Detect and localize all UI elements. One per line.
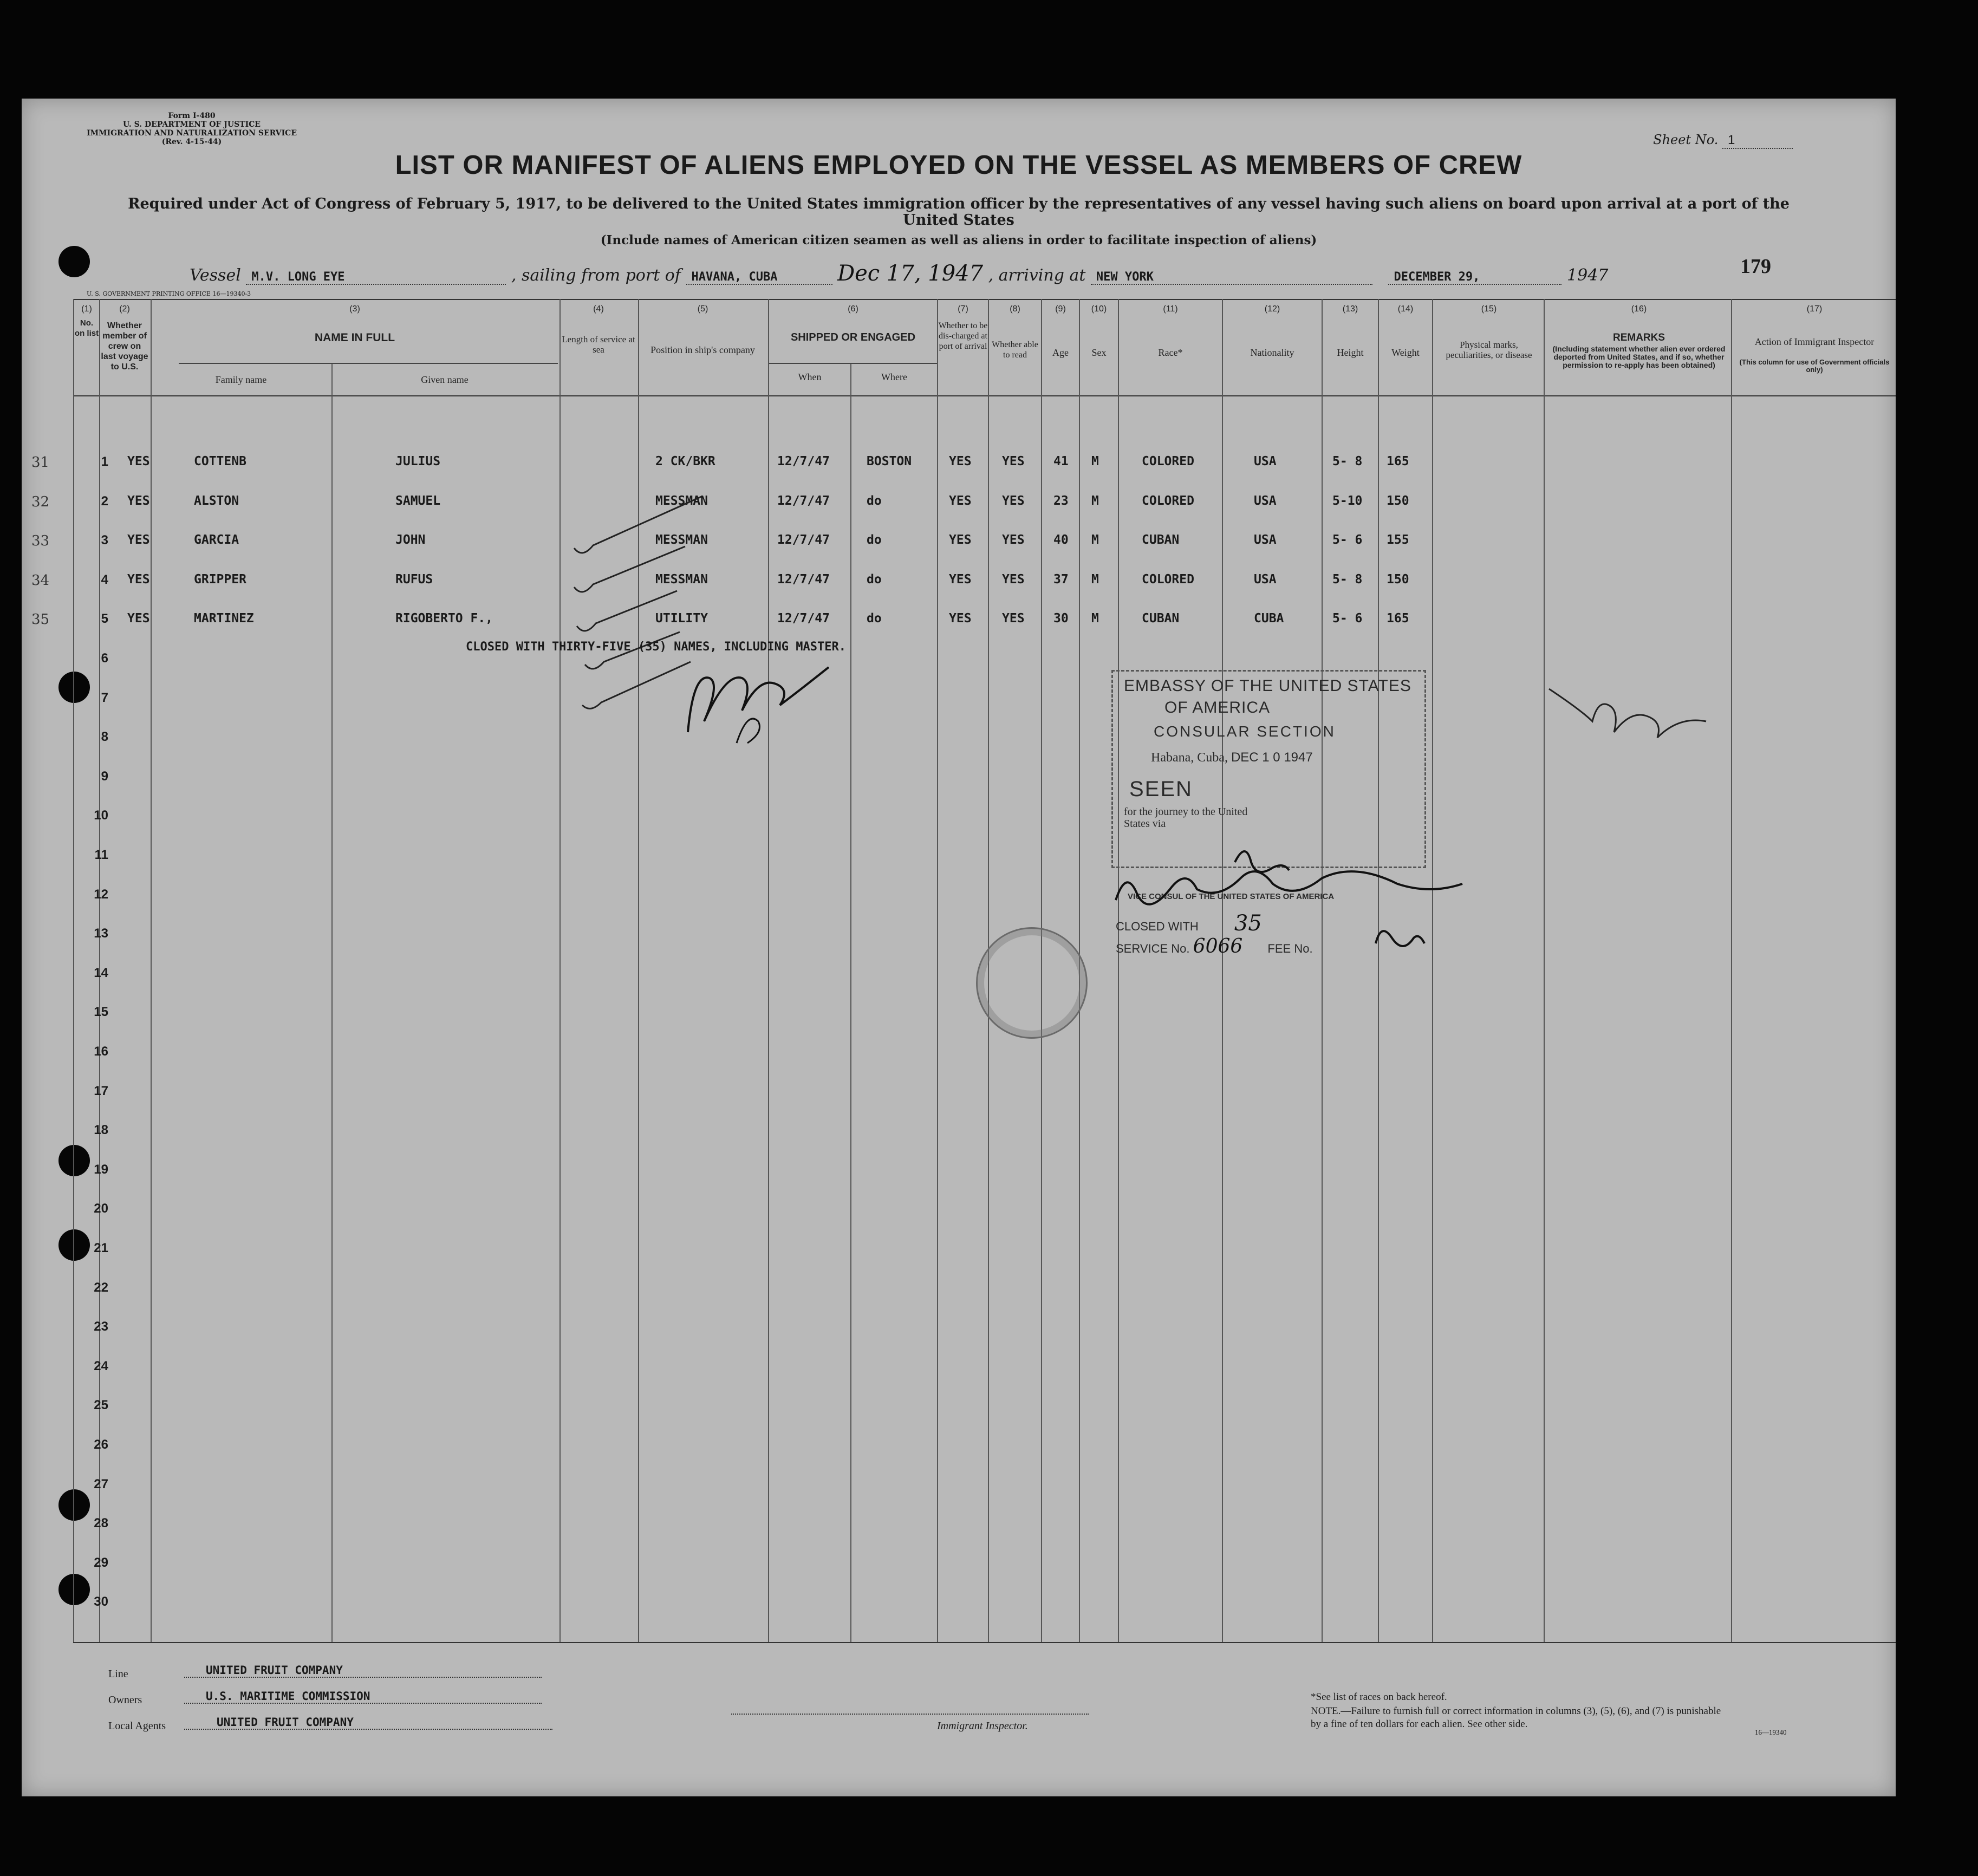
table-bottom-rule (73, 1642, 1896, 1643)
cell-sex: M (1091, 572, 1099, 587)
arrival-port: NEW YORK (1091, 270, 1372, 285)
line-number: 13 (94, 926, 108, 941)
cell-given-name: JULIUS (395, 454, 441, 468)
col-15-number: (15) (1481, 304, 1497, 314)
col-11-number: (11) (1163, 304, 1178, 314)
service-value: 6066 (1193, 935, 1243, 957)
races-note: *See list of races on back hereof. (1311, 1691, 1447, 1703)
embassy-line3: CONSULAR SECTION (1154, 723, 1336, 740)
cell-shipped-where: do (867, 611, 882, 626)
cell-shipped-where: do (867, 572, 882, 587)
cell-row-no: 4 (101, 572, 108, 587)
col-where: Where (881, 372, 907, 382)
cell-age: 30 (1053, 611, 1069, 626)
inspector-signature-line (731, 1714, 1089, 1715)
line-value: UNITED FRUIT COMPANY (184, 1664, 542, 1678)
cell-family-name: COTTENB (194, 454, 246, 468)
col-family-name: Family name (215, 374, 267, 385)
col-position: Position in ship's company (650, 344, 755, 355)
embassy-journey: for the journey to the United States via (1124, 806, 1248, 830)
penalty-note: NOTE.—Failure to furnish full or correct information in columns (3), (5), (6), and (7) is punishable by a fine of ten dollars for each alien. See other side. (1311, 1705, 1721, 1730)
arrival-date: DECEMBER 29, (1388, 270, 1561, 285)
cell-race: COLORED (1142, 454, 1194, 468)
cell-nationality: USA (1254, 533, 1277, 548)
cell-to-be-discharged: YES (949, 454, 972, 468)
service-label: SERVICE No. (1116, 942, 1190, 955)
cell-weight: 150 (1387, 493, 1409, 508)
cell-age: 41 (1053, 454, 1069, 468)
line-number: 20 (94, 1201, 108, 1216)
col-10-number: (10) (1091, 304, 1107, 314)
cell-able-to-read: YES (1002, 454, 1025, 468)
cell-shipped-when: 12/7/47 (777, 611, 830, 626)
department-name: U. S. DEPARTMENT OF JUSTICE (122, 120, 261, 129)
cell-race: COLORED (1142, 493, 1194, 508)
column-rule (331, 363, 333, 1642)
manifest-page (22, 99, 1896, 1796)
line-number: 29 (94, 1555, 108, 1570)
cell-weight: 155 (1387, 533, 1409, 548)
line-number: 26 (94, 1437, 108, 1452)
cell-to-be-discharged: YES (949, 533, 972, 548)
page-subtitle-note: (Include names of American citizen seamen as well as aliens in order to facilitate inspection of aliens) (600, 233, 1317, 247)
consulate-seal-emblem (976, 927, 1088, 1039)
vessel-label: Vessel (190, 266, 241, 285)
col-given-name: Given name (421, 374, 469, 385)
line-number: 21 (94, 1241, 108, 1255)
col-5-number: (5) (697, 304, 708, 314)
cell-age: 37 (1053, 572, 1069, 587)
line-number: 12 (94, 887, 108, 902)
line-number: 9 (101, 768, 108, 784)
cell-shipped-when: 12/7/47 (777, 572, 830, 587)
cell-able-to-read: YES (1002, 572, 1025, 587)
cell-row-no: 2 (101, 493, 108, 509)
cell-last-voyage: YES (127, 454, 150, 468)
col-when: When (798, 372, 822, 382)
cell-weight: 165 (1387, 611, 1409, 626)
embassy-date: DEC 1 0 1947 (1231, 750, 1313, 765)
cell-sex: M (1091, 611, 1099, 626)
column-rule (937, 299, 938, 1642)
margin-line-number: 33 (31, 533, 50, 550)
line-number: 14 (94, 965, 108, 980)
closed-with-value: 35 (1234, 911, 1262, 936)
cell-nationality: USA (1254, 493, 1277, 508)
cell-position: 2 CK/BKR (655, 454, 715, 468)
embassy-place: Habana, Cuba, (1151, 751, 1228, 765)
footer-code: 16—19340 (1755, 1728, 1787, 1736)
cell-race: CUBAN (1142, 611, 1180, 626)
cell-last-voyage: YES (127, 611, 150, 626)
page-title: LIST OR MANIFEST OF ALIENS EMPLOYED ON THE VESSEL AS MEMBERS OF CREW (395, 151, 1522, 180)
sheet-label: Sheet No. (1653, 132, 1719, 147)
cell-position: MESSMAN (655, 533, 708, 548)
cell-weight: 150 (1387, 572, 1409, 587)
voyage-line (190, 261, 1608, 286)
service-name: IMMIGRATION AND NATURALIZATION SERVICE (87, 129, 297, 138)
col-height: Height (1337, 347, 1364, 358)
col-17-number: (17) (1806, 304, 1823, 314)
stamp-number: 179 (1740, 255, 1771, 278)
master-signature (672, 651, 856, 759)
col-6-number: (6) (848, 304, 858, 314)
line-number: 18 (94, 1123, 108, 1138)
cell-height: 5-10 (1332, 493, 1363, 508)
line-number: 22 (94, 1280, 108, 1295)
line-number: 23 (94, 1319, 108, 1334)
col-3-number: (3) (349, 304, 360, 314)
owners-value: U.S. MARITIME COMMISSION (184, 1690, 542, 1704)
line-number: 24 (94, 1358, 108, 1373)
cell-row-no: 3 (101, 533, 108, 548)
fee-label: FEE No. (1267, 942, 1313, 955)
line-number: 30 (94, 1594, 108, 1610)
col-4-number: (4) (593, 304, 604, 314)
column-rule (850, 363, 851, 1642)
owners-label: Owners (108, 1694, 142, 1706)
cell-to-be-discharged: YES (949, 572, 972, 587)
cell-height: 5- 6 (1332, 533, 1363, 548)
col-9-number: (9) (1055, 304, 1066, 314)
col-12-number: (12) (1264, 304, 1280, 314)
sailing-port: HAVANA, CUBA (686, 270, 832, 285)
cell-shipped-where: do (867, 493, 882, 508)
gpo-imprint: U. S. GOVERNMENT PRINTING OFFICE 16—19340-3 (87, 290, 251, 297)
cell-family-name: GRIPPER (194, 572, 246, 587)
col-1-number: (1) (81, 304, 92, 314)
closing-note: CLOSED WITH THIRTY-FIVE (35) NAMES, INCLUDING MASTER. (466, 640, 846, 654)
cell-able-to-read: YES (1002, 533, 1025, 548)
local-agents-value: UNITED FRUIT COMPANY (184, 1716, 552, 1730)
cell-position: UTILITY (655, 611, 708, 626)
col-2-number: (2) (119, 304, 130, 314)
consul-signature (1105, 841, 1506, 970)
cell-nationality: USA (1254, 454, 1277, 468)
cell-able-to-read: YES (1002, 611, 1025, 626)
line-number: 7 (101, 690, 108, 705)
cell-last-voyage: YES (127, 533, 150, 548)
col-discharged: Whether to be dis-charged at port of arrival (938, 321, 988, 351)
cell-given-name: RIGOBERTO F., (395, 611, 493, 626)
line-number: 27 (94, 1476, 108, 1491)
line-number: 11 (94, 848, 108, 862)
remarks-signature (1544, 678, 1733, 748)
col-8-number: (8) (1010, 304, 1020, 314)
vice-consul-caption: VICE CONSUL OF THE UNITED STATES OF AMERICA (1128, 892, 1335, 901)
col-name-in-full: NAME IN FULL (314, 331, 395, 344)
col-no-on-list: No. on list (74, 318, 99, 338)
column-rule (1322, 299, 1323, 1642)
cell-family-name: ALSTON (194, 493, 239, 508)
cell-position: MESSMAN (655, 493, 708, 508)
vessel-name: M.V. LONG EYE (246, 270, 506, 285)
embassy-stamp (1111, 670, 1426, 868)
column-rule (1731, 299, 1732, 1642)
embassy-line1: EMBASSY OF THE UNITED STATES (1124, 677, 1411, 695)
cell-to-be-discharged: YES (949, 493, 972, 508)
arriving-label: , arriving at (988, 266, 1086, 285)
line-number: 8 (101, 729, 108, 745)
col-nationality: Nationality (1250, 347, 1294, 358)
cell-position: MESSMAN (655, 572, 708, 587)
closed-with-label: CLOSED WITH (1116, 920, 1199, 933)
column-rule (1118, 299, 1119, 1642)
cell-family-name: GARCIA (194, 533, 239, 548)
form-identifier (87, 112, 297, 146)
form-number: Form I-480 (168, 112, 216, 120)
year-prefix: 19 (1567, 266, 1588, 285)
shipped-subheader-rule (769, 363, 937, 364)
column-rule (151, 299, 152, 1642)
cell-sex: M (1091, 493, 1099, 508)
punch-hole (58, 246, 90, 277)
cell-height: 5- 8 (1332, 572, 1363, 587)
col-14-number: (14) (1397, 304, 1414, 314)
col-sex: Sex (1091, 347, 1107, 358)
cell-race: COLORED (1142, 572, 1194, 587)
embassy-seen: SEEN (1129, 777, 1193, 801)
cell-sex: M (1091, 533, 1099, 548)
year-suffix: 47 (1587, 266, 1609, 285)
col-inspector-note: (This column for use of Government officials only) (1739, 358, 1890, 374)
cell-nationality: USA (1254, 572, 1277, 587)
page-subtitle: Required under Act of Congress of February 5, 1917, to be delivered to the United States immigration officer by the representatives of any vessel having such aliens on board upon arrival at a port of the United States (128, 196, 1790, 229)
col-able-to-read: Whether able to read (992, 340, 1038, 360)
sailing-label: , sailing from port of (511, 266, 681, 285)
cell-last-voyage: YES (127, 493, 150, 508)
cell-age: 23 (1053, 493, 1069, 508)
inspector-label: Immigrant Inspector. (937, 1720, 1028, 1732)
col-inspector-action: Action of Immigrant Inspector (1754, 336, 1875, 347)
line-number: 28 (94, 1516, 108, 1531)
line-number: 10 (94, 808, 108, 823)
col-race: Race* (1158, 347, 1183, 358)
cell-weight: 165 (1387, 454, 1409, 468)
line-number: 6 (101, 651, 108, 666)
cell-height: 5- 6 (1332, 611, 1363, 626)
cell-given-name: SAMUEL (395, 493, 441, 508)
margin-line-number: 31 (31, 454, 50, 471)
cell-shipped-when: 12/7/47 (777, 493, 830, 508)
cell-given-name: RUFUS (395, 572, 433, 587)
col-last-voyage: Whether member of crew on last voyage to U.S. (101, 321, 148, 372)
header-bottom-rule (73, 395, 1896, 396)
sail-date-handwritten: Dec 17, 1947 (837, 261, 984, 286)
column-rule (1378, 299, 1379, 1642)
cell-to-be-discharged: YES (949, 611, 972, 626)
line-number: 19 (94, 1162, 108, 1177)
col-remarks: REMARKS (1612, 332, 1665, 343)
embassy-place-date (1151, 750, 1313, 765)
cell-row-no: 1 (101, 454, 108, 469)
col-service-length: Length of service at sea (562, 334, 635, 355)
cell-shipped-where: do (867, 533, 882, 548)
line-number: 16 (94, 1044, 108, 1059)
col-physical-marks: Physical marks, peculiarities, or disease (1446, 340, 1532, 360)
col-weight: Weight (1391, 347, 1420, 358)
cell-age: 40 (1053, 533, 1069, 548)
sheet-value: 1 (1722, 133, 1793, 149)
local-agents-label: Local Agents (108, 1720, 166, 1732)
cell-shipped-when: 12/7/47 (777, 533, 830, 548)
sheet-number (1653, 132, 1793, 149)
line-number: 25 (94, 1398, 108, 1413)
margin-line-number: 35 (31, 611, 50, 628)
name-subheader-rule (179, 363, 558, 364)
cell-row-no: 5 (101, 611, 108, 627)
line-number: 15 (94, 1005, 108, 1020)
margin-line-number: 32 (31, 493, 50, 510)
column-rule (73, 299, 74, 1642)
col-remarks-note: (Including statement whether alien ever ordered deported from United States, and if so, whether permission to re-apply has been obtained) (1552, 344, 1726, 369)
cell-given-name: JOHN (395, 533, 426, 548)
col-13-number: (13) (1342, 304, 1358, 314)
cell-shipped-when: 12/7/47 (777, 454, 830, 468)
col-16-number: (16) (1631, 304, 1647, 314)
cell-shipped-where: BOSTON (867, 454, 912, 468)
form-revision: (Rev. 4-15-44) (161, 138, 222, 146)
embassy-line2: OF AMERICA (1164, 699, 1271, 716)
cell-last-voyage: YES (127, 572, 150, 587)
cell-nationality: CUBA (1254, 611, 1284, 626)
cell-family-name: MARTINEZ (194, 611, 254, 626)
col-shipped-engaged: SHIPPED OR ENGAGED (790, 331, 916, 343)
table-top-rule (73, 299, 1896, 300)
line-label: Line (108, 1668, 128, 1680)
column-rule (1222, 299, 1223, 1642)
margin-line-number: 34 (31, 572, 50, 589)
column-rule (1432, 299, 1433, 1642)
col-age: Age (1052, 347, 1069, 358)
column-rule (1544, 299, 1545, 1642)
line-number: 17 (94, 1083, 108, 1098)
cell-race: CUBAN (1142, 533, 1180, 548)
column-rule (768, 299, 769, 1642)
col-7-number: (7) (958, 304, 968, 314)
cell-height: 5- 8 (1332, 454, 1363, 468)
cell-able-to-read: YES (1002, 493, 1025, 508)
cell-sex: M (1091, 454, 1099, 468)
